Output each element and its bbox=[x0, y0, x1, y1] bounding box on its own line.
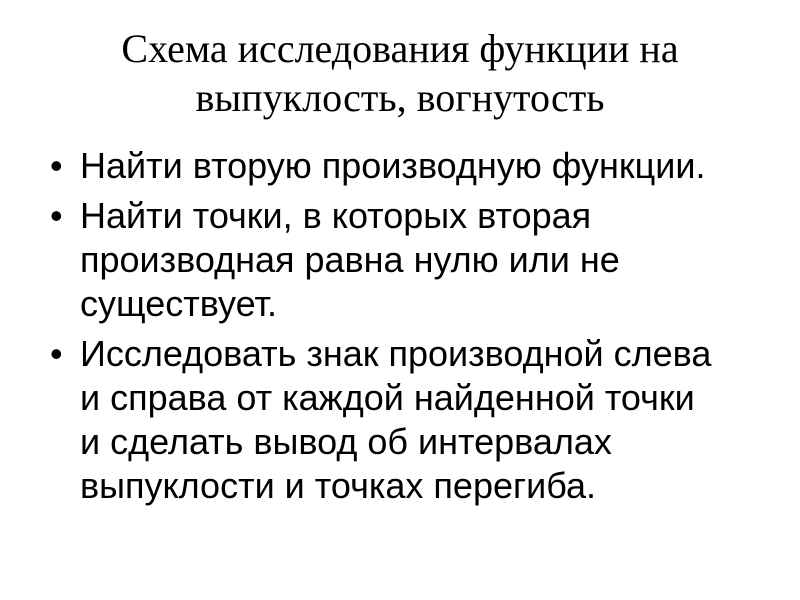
bullet-icon: • bbox=[50, 145, 63, 186]
bullet-icon: • bbox=[50, 333, 63, 374]
bullet-text: Исследовать знак производной слева и справа от каждой найденной точки и сделать вывод об интервалах выпуклости и точках перегиба. bbox=[80, 333, 712, 506]
slide-title: Схема исследования функции на выпуклость, вогнутость bbox=[121, 26, 679, 120]
list-item bbox=[40, 194, 720, 326]
list-item bbox=[40, 332, 720, 508]
bullet-text: Найти точки, в которых вторая производная равна нулю или не существует. bbox=[80, 195, 620, 324]
list-item bbox=[40, 144, 720, 188]
bullet-text: Найти вторую производную функции. bbox=[80, 145, 706, 186]
bullet-list bbox=[40, 144, 720, 514]
bullet-icon: • bbox=[50, 195, 63, 236]
